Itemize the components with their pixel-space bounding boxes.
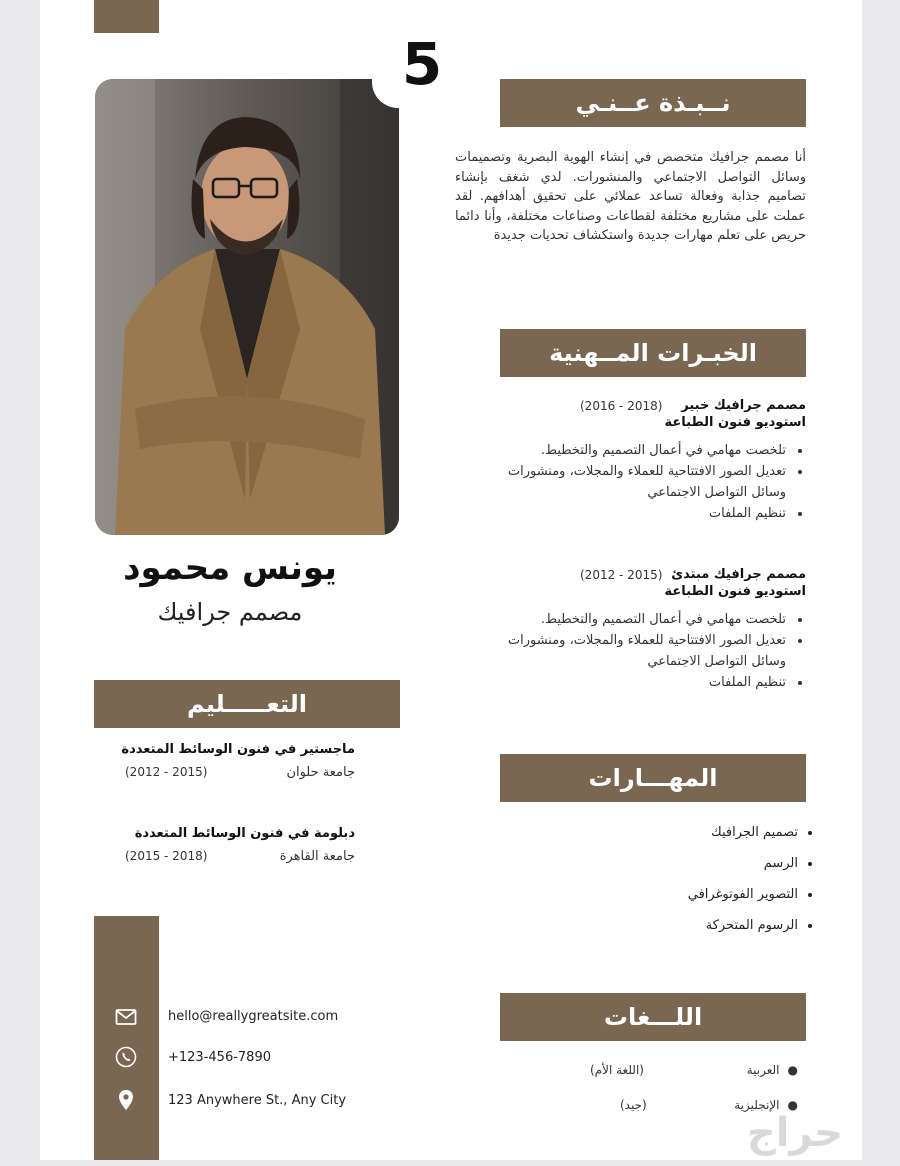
job-company: استوديو فنون الطباعة bbox=[664, 584, 806, 599]
list-item: • تصميم الجرافيك bbox=[560, 825, 798, 856]
list-item: • تعديل الصور الافتتاحية للعملاء والمجلات، ومنشورات وسائل التواصل الاجتماعي bbox=[490, 630, 788, 672]
job-years: (2016 - 2018) bbox=[580, 398, 663, 413]
education-heading: التعـــــليم bbox=[94, 680, 400, 728]
education-entry bbox=[115, 826, 355, 864]
job-bullets bbox=[490, 440, 806, 524]
job-years: (2012 - 2015) bbox=[580, 567, 663, 582]
list-item: • تعديل الصور الافتتاحية للعملاء والمجلات، ومنشورات وسائل التواصل الاجتماعي bbox=[490, 461, 788, 503]
education-years: (2012 - 2015) bbox=[125, 765, 208, 779]
skills-heading: المهـــارات bbox=[500, 754, 806, 802]
list-item: • الرسم bbox=[560, 856, 798, 887]
list-item: • تلخصت مهامي في أعمال التصميم والتخطيط. bbox=[490, 440, 788, 461]
contact-phone[interactable]: +123-456-7890 bbox=[168, 1050, 271, 1065]
language-entry bbox=[590, 1063, 798, 1077]
list-item: • تنظيم الملفات bbox=[490, 503, 788, 524]
school-name: جامعة القاهرة bbox=[279, 849, 355, 864]
list-item: • تلخصت مهامي في أعمال التصميم والتخطيط. bbox=[490, 609, 788, 630]
language-name: ●العربية bbox=[746, 1063, 798, 1077]
language-name: ●الإنجليزية bbox=[734, 1098, 798, 1112]
degree-title: ماجستير في فنون الوسائط المتعددة bbox=[121, 742, 355, 757]
list-item: • الرسوم المتحركة bbox=[560, 918, 798, 949]
list-item: • تنظيم الملفات bbox=[490, 672, 788, 693]
job-entry bbox=[490, 567, 806, 693]
education-years: (2015 - 2018) bbox=[125, 849, 208, 863]
about-heading: نــبـذة عــنـي bbox=[500, 79, 806, 127]
language-level: (جيد) bbox=[620, 1098, 647, 1112]
contact-address: 123 Anywhere St., Any City bbox=[168, 1093, 347, 1108]
top-decor-bar bbox=[94, 0, 159, 33]
phone-icon bbox=[115, 1046, 137, 1068]
school-name: جامعة حلوان bbox=[286, 765, 355, 780]
degree-title: دبلومة في فنون الوسائط المتعددة bbox=[134, 826, 355, 841]
page-number: 5 bbox=[401, 30, 443, 98]
person-job-title: مصمم جرافيك bbox=[157, 598, 303, 626]
list-item: • التصوير الفوتوغرافي bbox=[560, 887, 798, 918]
location-pin-icon bbox=[115, 1089, 137, 1111]
skills-list bbox=[560, 825, 818, 949]
person-name: يونس محمود bbox=[123, 548, 337, 588]
haraj-watermark: حراج bbox=[746, 1110, 844, 1156]
about-text: أنا مصمم جرافيك متخصص في إنشاء الهوية البصرية وتصميمات وسائل التواصل الاجتماعي والمنشورات. لدي شغف بإنشاء تصاميم جذابة وفعالة تساعد عملائي على تحقيق أهدافهم. لقد عملت على مشاريع مختلفة لقطاعات وصناعات مختلفة، وأنا دائما حريص على تعلم مهارات جديدة واستكشاف تحديات جديدة bbox=[455, 150, 806, 243]
page-number-badge bbox=[372, 20, 472, 108]
contact-strip bbox=[94, 916, 159, 1160]
job-bullets bbox=[490, 609, 806, 693]
job-company: استوديو فنون الطباعة bbox=[664, 415, 806, 430]
job-title: مصمم جرافيك خبير bbox=[681, 398, 806, 413]
education-entry bbox=[115, 742, 355, 780]
profile-photo bbox=[95, 79, 399, 535]
job-title: مصمم جرافيك مبتدئ bbox=[671, 567, 806, 582]
job-entry bbox=[490, 398, 806, 524]
experience-heading: الخبـرات المــهنية bbox=[500, 329, 806, 377]
language-level: (اللغة الأم) bbox=[590, 1063, 644, 1077]
contact-email[interactable]: hello@reallygreatsite.com bbox=[168, 1009, 339, 1024]
envelope-icon bbox=[115, 1006, 137, 1028]
languages-heading: اللـــغات bbox=[500, 993, 806, 1041]
portrait-illustration bbox=[95, 79, 399, 535]
